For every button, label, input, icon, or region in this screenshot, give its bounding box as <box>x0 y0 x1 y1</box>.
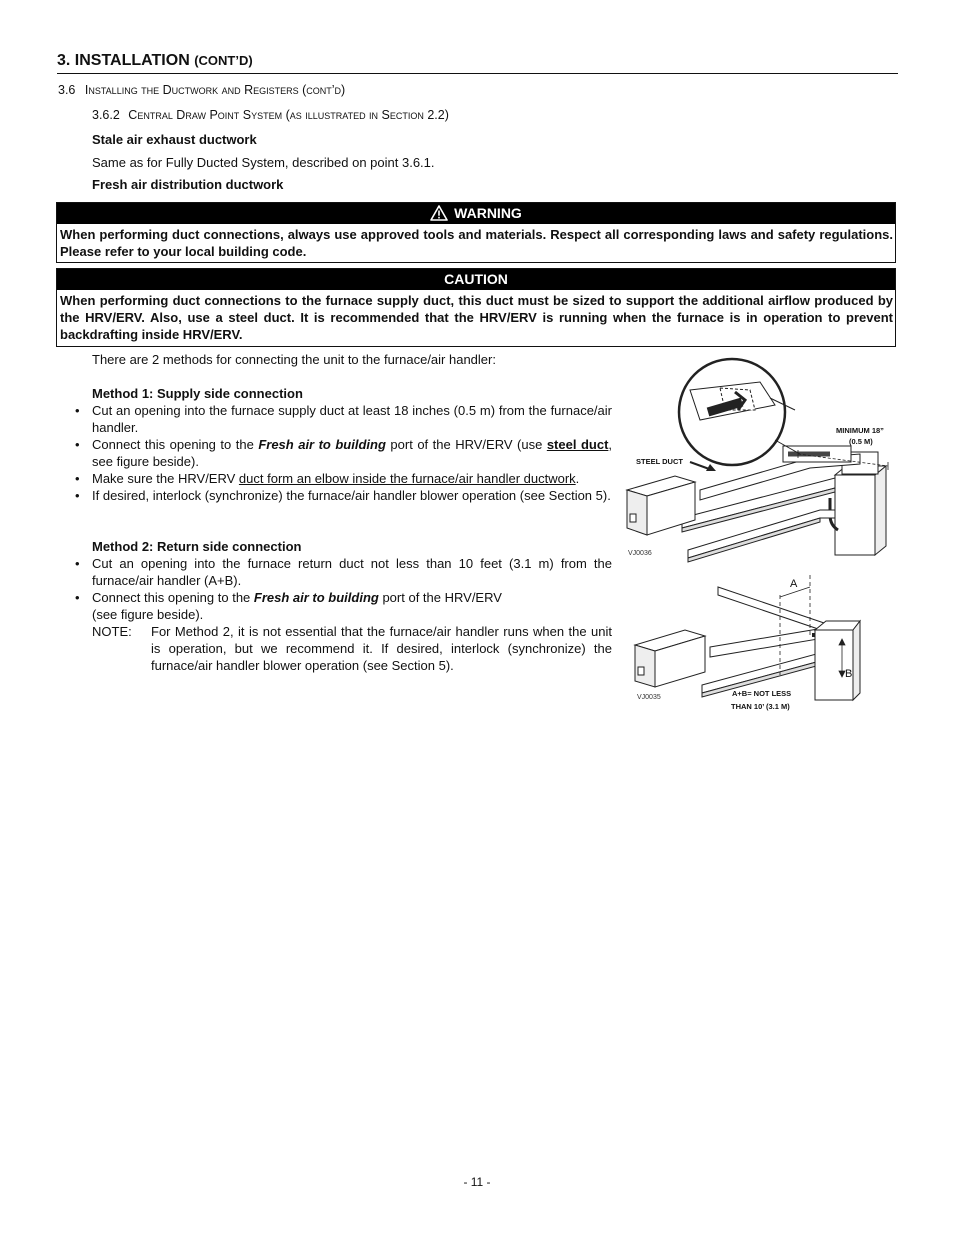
magnifier-detail-drawing <box>679 359 800 465</box>
subsubsection-title: Central Draw Point System (as illustrated in Section 2.2) <box>128 108 449 122</box>
section-number: 3. <box>57 52 71 69</box>
warning-bar <box>57 203 895 224</box>
duct-drawing <box>682 446 860 562</box>
a-plus-b-label-line1: A+B= NOT LESS <box>732 689 792 698</box>
subsection-title: Installing the Ductwork and Registers (cont’d) <box>84 83 346 97</box>
method1-bullet-4: • If desired, interlock (synchronize) the furnace/air handler blower operation (see Section 5). <box>75 488 611 503</box>
method1-bullet-3: • Make sure the HRV/ERV duct form an elbow inside the furnace/air handler ductwork. <box>75 471 580 486</box>
subsection-heading <box>58 83 345 97</box>
warning-box <box>56 202 896 263</box>
method1-bullet-1: • Cut an opening into the furnace supply duct at least 18 inches (0.5 m) from the furnace/air handler. <box>75 403 612 435</box>
method2-heading: Method 2: Return side connection <box>92 539 302 554</box>
minimum-label-line2: (0.5 M) <box>849 437 873 446</box>
stale-air-heading: Stale air exhaust ductwork <box>92 132 257 147</box>
figure-supply-side <box>620 350 900 565</box>
a-plus-b-label-line2: THAN 10’ (3.1 M) <box>731 702 790 711</box>
method1-bullet-2: • Connect this opening to the Fresh air to building port of the HRV/ERV (use steel duct, see figure beside). <box>75 437 613 469</box>
methods-column <box>74 351 612 674</box>
heading-rule <box>57 73 898 74</box>
return-hrv-drawing <box>635 630 705 687</box>
minimum-label-line1: MINIMUM 18” <box>836 426 884 435</box>
stale-air-text: Same as for Fully Ducted System, described on point 3.6.1. <box>92 155 435 170</box>
method2-note <box>74 623 612 674</box>
steel-duct-label: STEEL DUCT <box>636 457 683 466</box>
furnace-unit-drawing <box>830 452 886 555</box>
method2-bullet-2: • Connect this opening to the Fresh air to building port of the HRV/ERV (see figure beside). <box>75 590 502 622</box>
method2-bullet-1: • Cut an opening into the furnace return duct not less than 10 feet (3.1 m) from the furnace/air handler (A+B). <box>75 556 612 588</box>
subsection-number: 3.6 <box>58 83 76 97</box>
page-number: - 11 - <box>463 1175 491 1189</box>
intro-text: There are 2 methods for connecting the unit to the furnace/air handler: <box>92 352 496 367</box>
steel-duct-pointer <box>690 462 716 471</box>
caution-box <box>56 268 896 347</box>
return-furnace-drawing <box>815 621 860 700</box>
section-title: INSTALLATION <box>74 52 190 69</box>
warning-title: WARNING <box>454 205 522 221</box>
warning-text: When performing duct connections, always use approved tools and materials. Respect all corresponding laws and safety regulations. Please refer to your local building code. <box>60 227 893 259</box>
figure-return-side <box>630 575 870 720</box>
note-label: NOTE: <box>92 624 132 639</box>
warning-triangle-icon <box>430 205 448 227</box>
caution-text: When performing duct connections to the furnace supply duct, this duct must be sized to support the additional airflow produced by the HRV/ERV. Also, use a steel duct. It is recommended that the HRV/ERV is running when the furnace is in operation to prevent backdrafting inside HRV/ERV. <box>60 293 893 342</box>
figure2-id: VJ0035 <box>637 694 661 701</box>
dimension-b-label: B <box>845 668 853 680</box>
method1-heading: Method 1: Supply side connection <box>92 386 303 401</box>
subsubsection-number: 3.6.2 <box>92 108 120 122</box>
fresh-air-heading: Fresh air distribution ductwork <box>92 177 284 192</box>
section-heading <box>57 52 253 70</box>
caution-title: CAUTION <box>444 271 508 287</box>
section-suffix: (CONT’D) <box>194 53 253 68</box>
dimension-a-label: A <box>790 578 798 590</box>
subsubsection-heading <box>92 108 449 122</box>
caution-bar <box>57 269 895 290</box>
figure1-id: VJ0036 <box>628 550 652 557</box>
note-text: For Method 2, it is not essential that the furnace/air handler runs when the unit is operation, but we recommend it. If desired, interlock (synchronize) the furnace/air handler blower operation (see Section 5). <box>151 624 612 673</box>
return-ducts-drawing <box>702 587 830 697</box>
